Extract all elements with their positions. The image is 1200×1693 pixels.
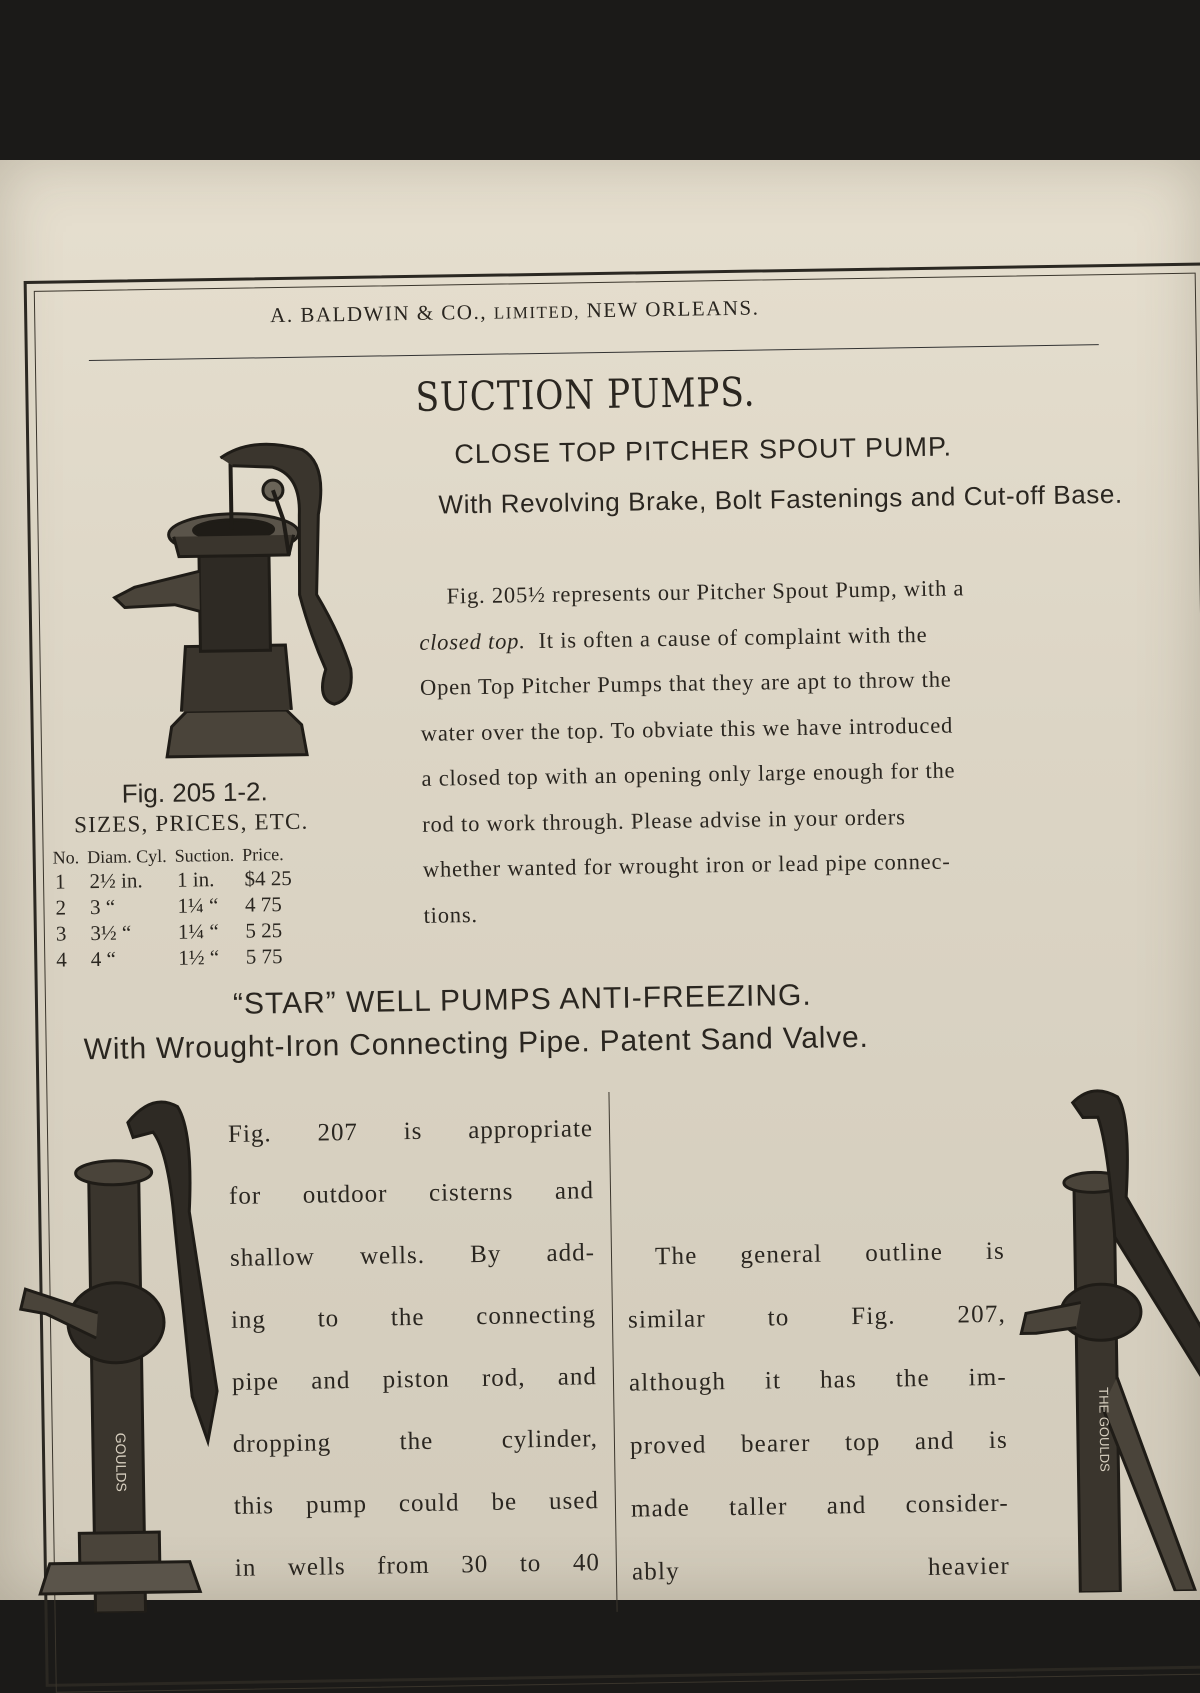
body-line-italic: closed top. — [419, 627, 526, 655]
cell-no: 2 — [55, 895, 67, 920]
cell-suction: 1¼ “ — [177, 919, 219, 944]
section-tagline: With Revolving Brake, Bolt Fastenings and Cut-off Base. — [438, 478, 1123, 520]
cell-suction: 1 in. — [176, 867, 215, 892]
cell-diam: 3 “ — [89, 894, 116, 920]
star-pumps-heading: “STAR” WELL PUMPS ANTI-FREEZING. — [232, 978, 812, 1021]
cell-suction: 1½ “ — [178, 945, 220, 970]
body-line: Open Top Pitcher Pumps that they are apt to throw the — [419, 666, 952, 700]
col-left-line: this pump could be used — [233, 1487, 600, 1520]
table-row — [49, 865, 298, 895]
cell-no: 3 — [55, 921, 67, 946]
body-line: rod to work through. Please advise in your orders — [422, 803, 906, 837]
publisher-name: A. BALDWIN & CO., — [270, 299, 488, 328]
price-table — [49, 843, 300, 973]
cell-suction: 1¼ “ — [177, 893, 219, 918]
body-line: a closed top with an opening only large enough for the — [421, 757, 956, 791]
cell-diam: 4 “ — [90, 946, 117, 972]
sizes-heading: SIZES, PRICES, ETC. — [73, 808, 309, 838]
pitcher-pump-description — [418, 562, 1159, 937]
cell-price: 4 75 — [244, 892, 282, 917]
col-header-no: No. — [52, 847, 80, 868]
figure-label: Fig. 205 1-2. — [121, 776, 268, 809]
col-left-line: ing to the connecting — [230, 1301, 597, 1334]
fig207-description — [228, 1098, 601, 1600]
body-line: water over the top. To obviate this we have introduced — [420, 712, 954, 746]
publisher-limited: LIMITED, — [493, 302, 581, 323]
col-right-line: proved bearer top and is — [629, 1426, 1009, 1460]
cell-no: 1 — [54, 869, 66, 894]
table-row — [49, 891, 298, 921]
col-right-line: similar to Fig. 207, — [627, 1300, 1007, 1334]
cell-diam: 3½ “ — [90, 920, 132, 946]
section-title: SUCTION PUMPS. — [415, 369, 756, 421]
col-left-line: pipe and piston rod, and — [231, 1363, 598, 1396]
fig208-description — [627, 1220, 1011, 1604]
col-right-line: The general outline is — [654, 1237, 1006, 1271]
col-left-line: for outdoor cisterns and — [228, 1177, 595, 1210]
well-pump-right-illustration — [1012, 1086, 1200, 1594]
publisher-city: NEW ORLEANS. — [586, 295, 760, 323]
cell-price: 5 75 — [245, 944, 283, 969]
col-header-suction: Suction. — [174, 844, 235, 866]
section-subtitle: CLOSE TOP PITCHER SPOUT PUMP. — [454, 431, 953, 470]
col-header-diam: Diam. Cyl. — [87, 845, 167, 868]
col-left-line: dropping the cylinder, — [232, 1425, 599, 1458]
col-left-line: in wells from 30 to 40 — [234, 1549, 601, 1582]
cell-diam: 2½ in. — [89, 868, 143, 894]
col-right-line: although it has the im- — [628, 1363, 1008, 1397]
col-left-line: shallow wells. By add- — [229, 1239, 596, 1272]
table-row — [50, 943, 299, 973]
well-pump-left-illustration — [12, 1091, 235, 1614]
pump-marking-left: GOULDS — [112, 1432, 130, 1492]
col-right-line: made taller and consider- — [630, 1489, 1010, 1523]
cell-price: 5 25 — [245, 918, 283, 943]
body-line: tions. — [423, 901, 479, 928]
cell-no: 4 — [56, 947, 67, 972]
star-pumps-subheading: With Wrought-Iron Connecting Pipe. Patent Sand Valve. — [83, 1020, 869, 1067]
body-line: whether wanted for wrought iron or lead pipe connec- — [422, 848, 951, 882]
body-line: It is often a cause of complaint with the — [538, 621, 928, 653]
table-row — [50, 917, 299, 947]
body-line: Fig. 205½ represents our Pitcher Spout Pump, with a — [446, 575, 965, 609]
pump-marking-right: THE GOULDS — [1096, 1387, 1113, 1472]
col-right-line: ably heavier — [631, 1552, 1011, 1586]
col-header-price: Price. — [242, 844, 284, 865]
cell-price: $4 25 — [244, 865, 292, 891]
col-left-line: Fig. 207 is appropriate — [227, 1115, 594, 1148]
pitcher-pump-illustration — [102, 434, 367, 778]
